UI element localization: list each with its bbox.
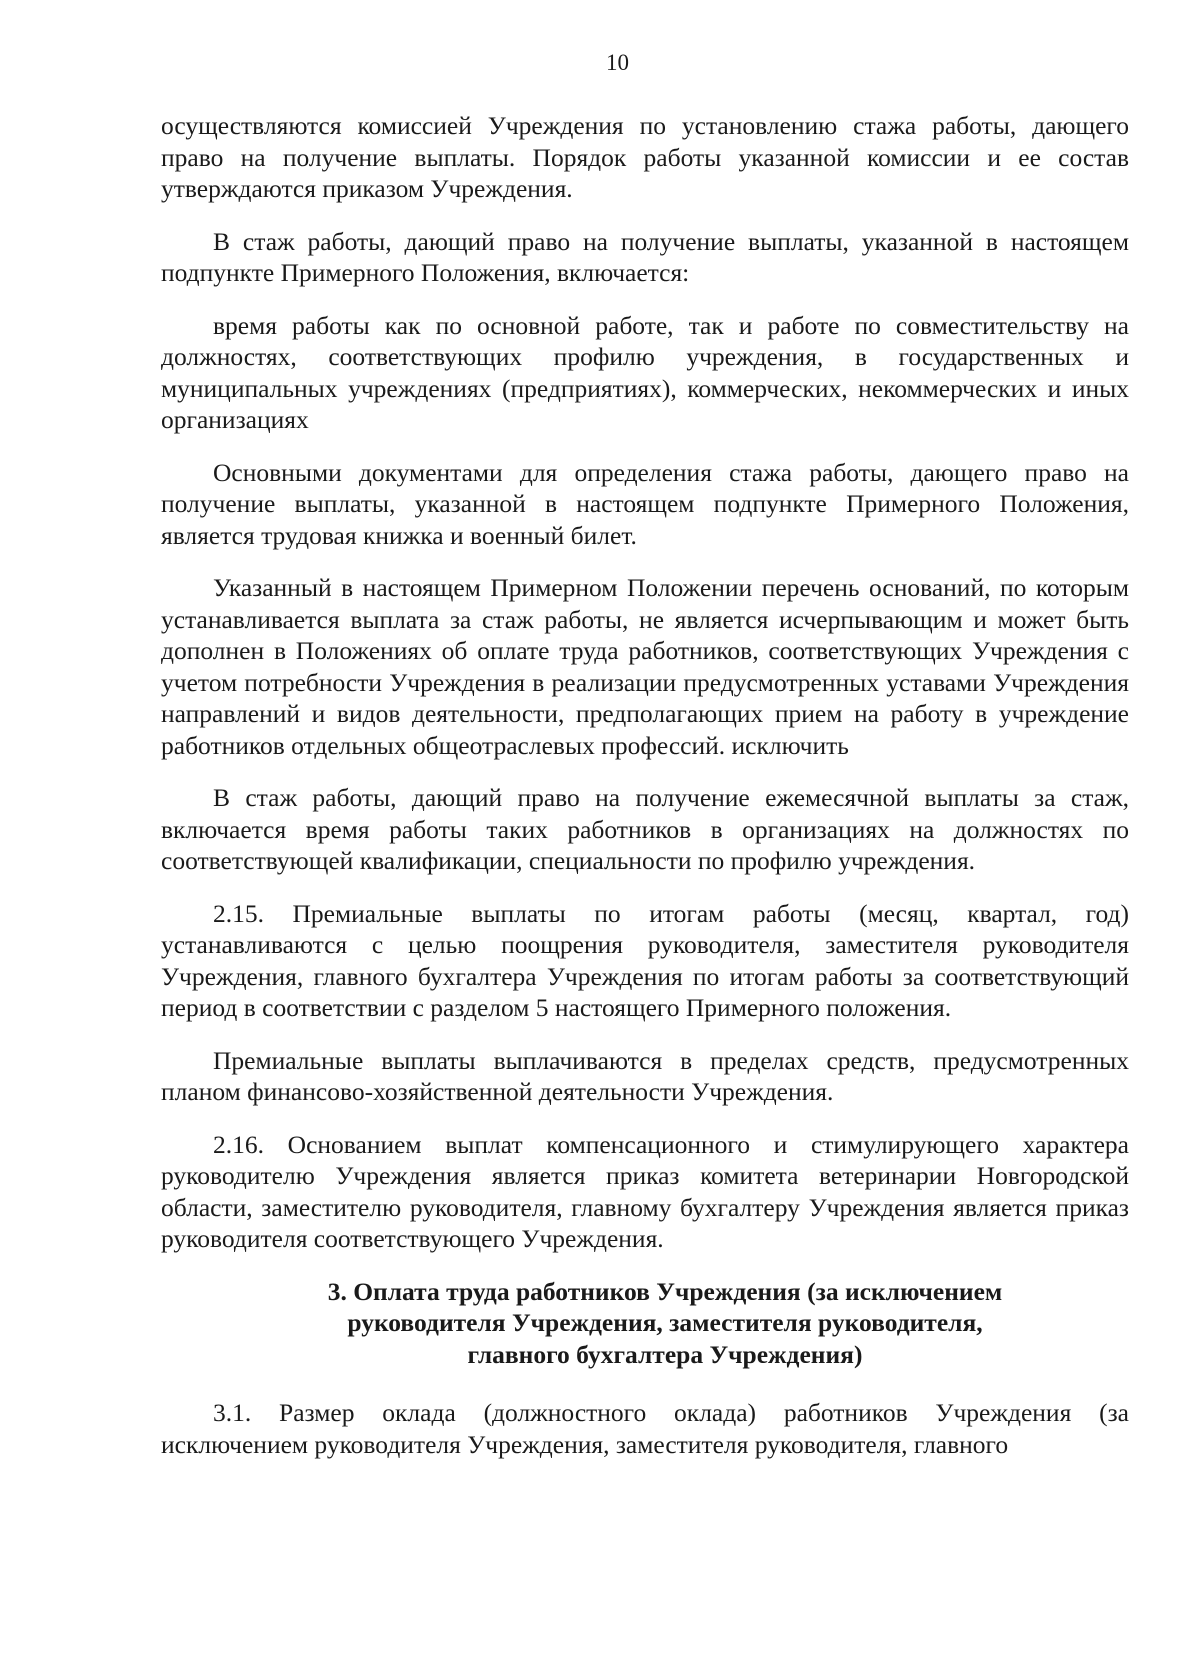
section-heading-line-1: 3. Оплата труда работников Учреждения (за исключением <box>327 1276 1003 1306</box>
document-body <box>161 110 1129 1481</box>
paragraph-2-16: 2.16. Основанием выплат компенсационного и стимулирующего характера руководителю Учреждения является приказ комитета ветеринарии Новгородской области, заместителю руководителя, главному бухгалтеру Учреждения является приказ руководителя соответствующего Учреждения. <box>161 1129 1129 1253</box>
paragraph-stazh-includes: В стаж работы, дающий право на получение выплаты, указанной в настоящем подпункте Примерного Положения, включается: <box>161 226 1129 287</box>
paragraph-monthly-payment: В стаж работы, дающий право на получение ежемесячной выплаты за стаж, включается время работы таких работников в организациях на должностях по соответствующей квалификации, специальности по профилю учреждения. <box>161 783 1129 875</box>
paragraph-grounds-list: Указанный в настоящем Примерном Положении перечень оснований, по которым устанавливается выплата за стаж работы, не является исчерпывающим и может быть дополнен в Положениях об оплате труда работников, соответствующих Учреждения с учетом потребности Учреждения в реализации предусмотренных уставами Учреждения направлений и видов деятельности, предполагающих прием на работу в учреждение работников отдельных общеотраслевых профессий. исключить <box>161 573 1129 760</box>
paragraph-2-15: 2.15. Премиальные выплаты по итогам работы (месяц, квартал, год) устанавливаются с целью поощрения руководителя, заместителя руководителя Учреждения, главного бухгалтера Учреждения по итогам работы за соответствующий период в соответствии с разделом 5 настоящего Примерного положения. <box>161 898 1129 1022</box>
paragraph-main-documents: Основными документами для определения стажа работы, дающего право на получение выплаты, указанной в настоящем подпункте Примерного Положения, является трудовая книжка и военный билет. <box>161 457 1129 550</box>
section-heading-line-2: руководителя Учреждения, заместителя руководителя, <box>347 1308 983 1337</box>
page-number: 10 <box>606 50 629 75</box>
paragraph-work-time: время работы как по основной работе, так и работе по совместительству на должностях, соответствующих профилю учреждения, в государственных и муниципальных учреждениях (предприятиях), коммерческих, некоммерческих и иных организациях <box>161 310 1129 434</box>
section-heading-line-3: главного бухгалтера Учреждения) <box>467 1339 863 1369</box>
paragraph-commission: осуществляются комиссией Учреждения по установлению стажа работы, дающего право на получение выплаты. Порядок работы указанной комиссии и ее состав утверждаются приказом Учреждения. <box>161 111 1129 203</box>
section-heading-3 <box>161 1276 1129 1371</box>
paragraph-bonus-limits: Премиальные выплаты выплачиваются в пределах средств, предусмотренных планом финансово-хозяйственной деятельности Учреждения. <box>161 1045 1129 1106</box>
paragraph-3-1: 3.1. Размер оклада (должностного оклада) работников Учреждения (за исключением руководителя Учреждения, заместителя руководителя, главного <box>161 1398 1129 1459</box>
